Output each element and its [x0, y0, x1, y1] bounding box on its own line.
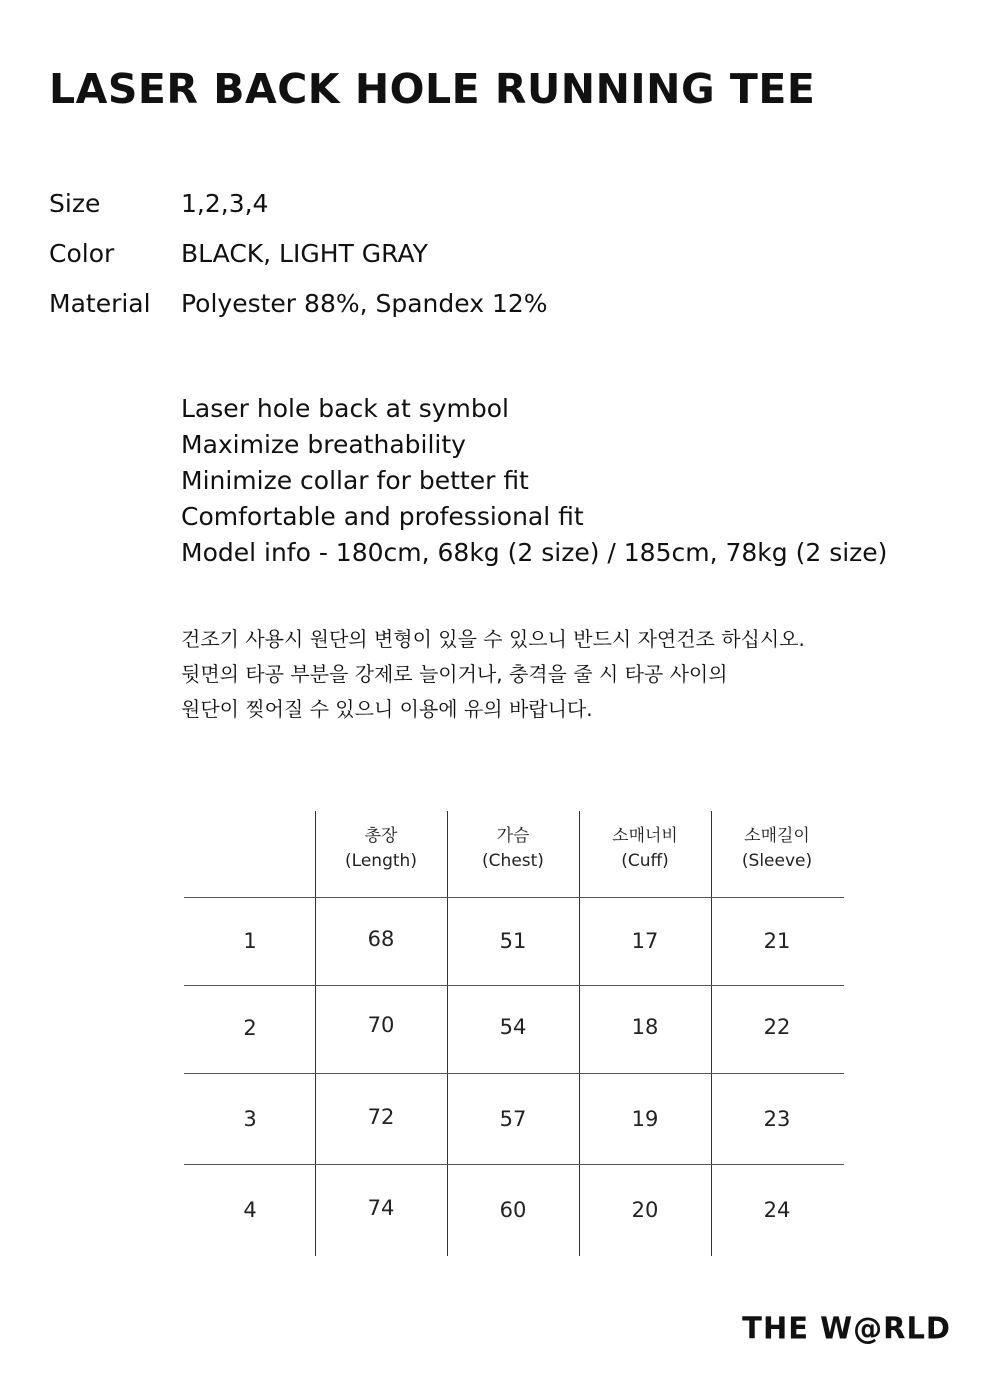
column-header-ko: 소매길이 [744, 826, 810, 846]
care-notice-line: 원단이 찢어질 수 있으니 이용에 유의 바랍니다. [181, 697, 593, 721]
column-header-en: (Length) [345, 851, 417, 871]
table-cell: 18 [631, 1015, 659, 1039]
table-cell: 57 [499, 1107, 527, 1131]
table-cell: 70 [367, 1013, 395, 1037]
column-header-sleeve [711, 824, 843, 874]
column-header-chest [447, 824, 579, 874]
table-cell: 21 [763, 929, 791, 953]
table-cell: 51 [499, 929, 527, 953]
column-header-en: (Cuff) [621, 851, 669, 871]
table-cell: 60 [499, 1198, 527, 1222]
spec-value: Polyester 88%, Spandex 12% [181, 289, 548, 318]
product-title: LASER BACK HOLE RUNNING TEE [49, 65, 816, 113]
row-size-label: 4 [243, 1198, 257, 1222]
column-header-ko: 가슴 [496, 826, 530, 846]
row-size-label: 2 [243, 1016, 257, 1040]
table-cell: 68 [367, 927, 395, 951]
spec-label: Material [49, 289, 151, 318]
table-cell: 54 [499, 1015, 527, 1039]
brand-logo: THE W@RLD [742, 1310, 951, 1346]
feature-item: Comfortable and professional fit [181, 502, 584, 531]
table-cell: 23 [763, 1107, 791, 1131]
spec-value: 1,2,3,4 [181, 189, 269, 218]
care-notice [181, 622, 805, 727]
spec-label: Size [49, 189, 101, 218]
table-divider [184, 1073, 844, 1074]
column-header-ko: 소매너비 [612, 826, 678, 846]
column-header-ko: 총장 [364, 826, 398, 846]
table-cell: 19 [631, 1107, 659, 1131]
table-cell: 24 [763, 1198, 791, 1222]
row-size-label: 3 [243, 1107, 257, 1131]
feature-item: Model info - 180cm, 68kg (2 size) / 185cm, 78kg (2 size) [181, 538, 888, 567]
column-header-cuff [579, 824, 711, 874]
table-cell: 22 [763, 1015, 791, 1039]
care-notice-line: 뒷면의 타공 부분을 강제로 늘이거나, 충격을 줄 시 타공 사이의 [181, 662, 728, 686]
table-cell: 20 [631, 1198, 659, 1222]
row-size-label: 1 [243, 929, 257, 953]
spec-value: BLACK, LIGHT GRAY [181, 239, 428, 268]
feature-list [181, 391, 887, 571]
table-cell: 74 [367, 1196, 395, 1220]
feature-item: Minimize collar for better fit [181, 466, 529, 495]
spec-label: Color [49, 239, 115, 268]
table-cell: 72 [367, 1105, 395, 1129]
table-divider [184, 1164, 844, 1165]
size-table [184, 811, 844, 1256]
column-header-en: (Chest) [482, 851, 544, 871]
column-header-en: (Sleeve) [741, 851, 813, 871]
feature-item: Laser hole back at symbol [181, 394, 510, 423]
feature-item: Maximize breathability [181, 430, 466, 459]
table-cell: 17 [631, 929, 659, 953]
column-header-length [315, 824, 447, 874]
care-notice-line: 건조기 사용시 원단의 변형이 있을 수 있으니 반드시 자연건조 하십시오. [181, 627, 805, 651]
table-divider [184, 897, 844, 898]
table-divider [184, 985, 844, 986]
